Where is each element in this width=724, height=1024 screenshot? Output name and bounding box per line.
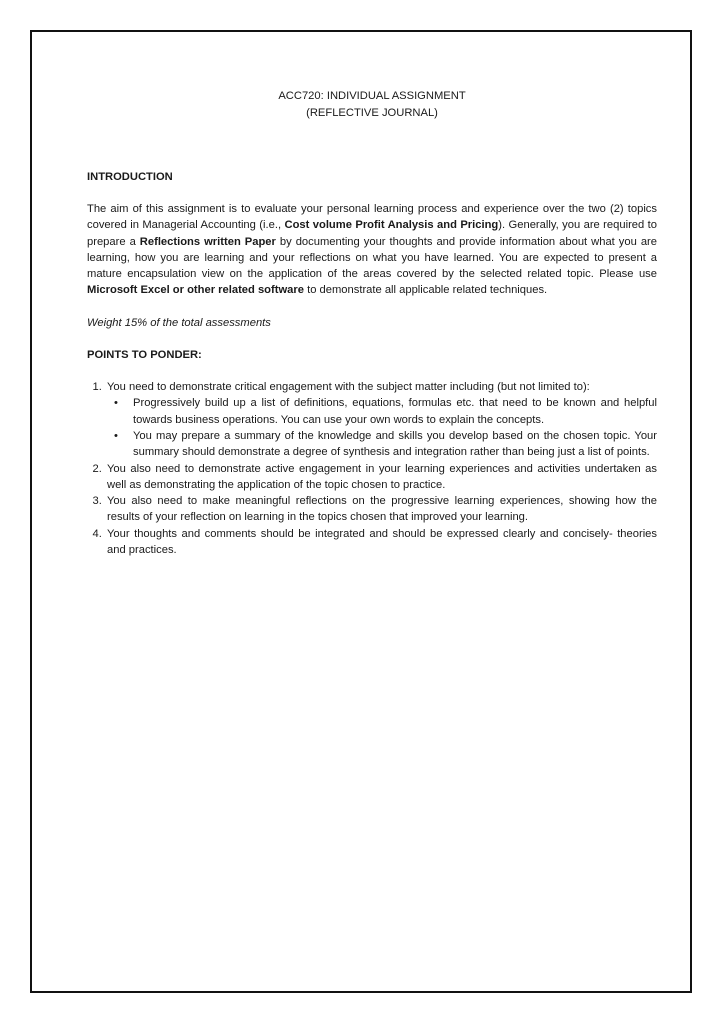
point-item-text: You also need to demonstrate active engagement in your learning experiences and activities undertaken as well as demonstrating the application of the topic chosen to practice. xyxy=(107,462,657,491)
intro-text-3: by documenting your thoughts and provide information about what you are learning, how you are learning and your reflections on what you have learned. You are expected to present a mature encapsulation view on the application of the areas covered by the selected related topic. Please use xyxy=(87,235,657,281)
intro-text-2: ). Generally, you are required to prepare a xyxy=(87,219,657,248)
bullet-icon: • xyxy=(114,397,118,410)
document-body xyxy=(87,88,657,558)
introduction-heading: INTRODUCTION xyxy=(87,171,173,183)
title-line-1: ACC720: INDIVIDUAL ASSIGNMENT xyxy=(278,90,466,102)
introduction-paragraph xyxy=(87,201,657,299)
point-item-2 xyxy=(105,461,657,494)
point-item-1 xyxy=(105,379,657,460)
points-list xyxy=(87,379,657,558)
intro-bold-software: Microsoft Excel or other related software xyxy=(87,284,304,297)
sub-list-item xyxy=(114,428,657,461)
sub-list-item xyxy=(114,395,657,428)
title-line-2: (REFLECTIVE JOURNAL) xyxy=(306,107,438,119)
point-item-3 xyxy=(105,493,657,526)
sub-item-text: You may prepare a summary of the knowledge and skills you develop based on the chosen topic. Your summary should demonstrate a degree of synthesis and integration rather than being just a list of points. xyxy=(133,429,657,459)
intro-bold-topics: Cost volume Profit Analysis and Pricing xyxy=(284,219,499,232)
intro-text-4: to demonstrate all applicable related techniques. xyxy=(303,284,548,297)
weight-note: Weight 15% of the total assessments xyxy=(87,316,271,329)
point-item-text: You need to demonstrate critical engagement with the subject matter including (but not limited to): xyxy=(107,381,590,394)
point-item-text: You also need to make meaningful reflections on the progressive learning experiences, showing how the results of your reflection on learning in the topics chosen that improved your learning. xyxy=(107,495,657,524)
point-item-4 xyxy=(105,526,657,559)
assignment-title xyxy=(87,88,657,122)
point-sub-list xyxy=(107,395,657,460)
bullet-icon: • xyxy=(114,429,118,442)
points-heading: POINTS TO PONDER: xyxy=(87,349,202,362)
intro-text-1: The aim of this assignment is to evaluate your personal learning process and experience over the two (2) topics covered in Managerial Accounting (i.e., xyxy=(87,203,657,232)
point-item-text: Your thoughts and comments should be integrated and should be expressed clearly and concisely- theories and practices. xyxy=(107,527,657,557)
intro-bold-paper: Reflections written Paper xyxy=(139,235,276,248)
sub-item-text: Progressively build up a list of definitions, equations, formulas etc. that need to be known and helpful towards business operations. You can use your own words to explain the concepts. xyxy=(133,397,657,426)
